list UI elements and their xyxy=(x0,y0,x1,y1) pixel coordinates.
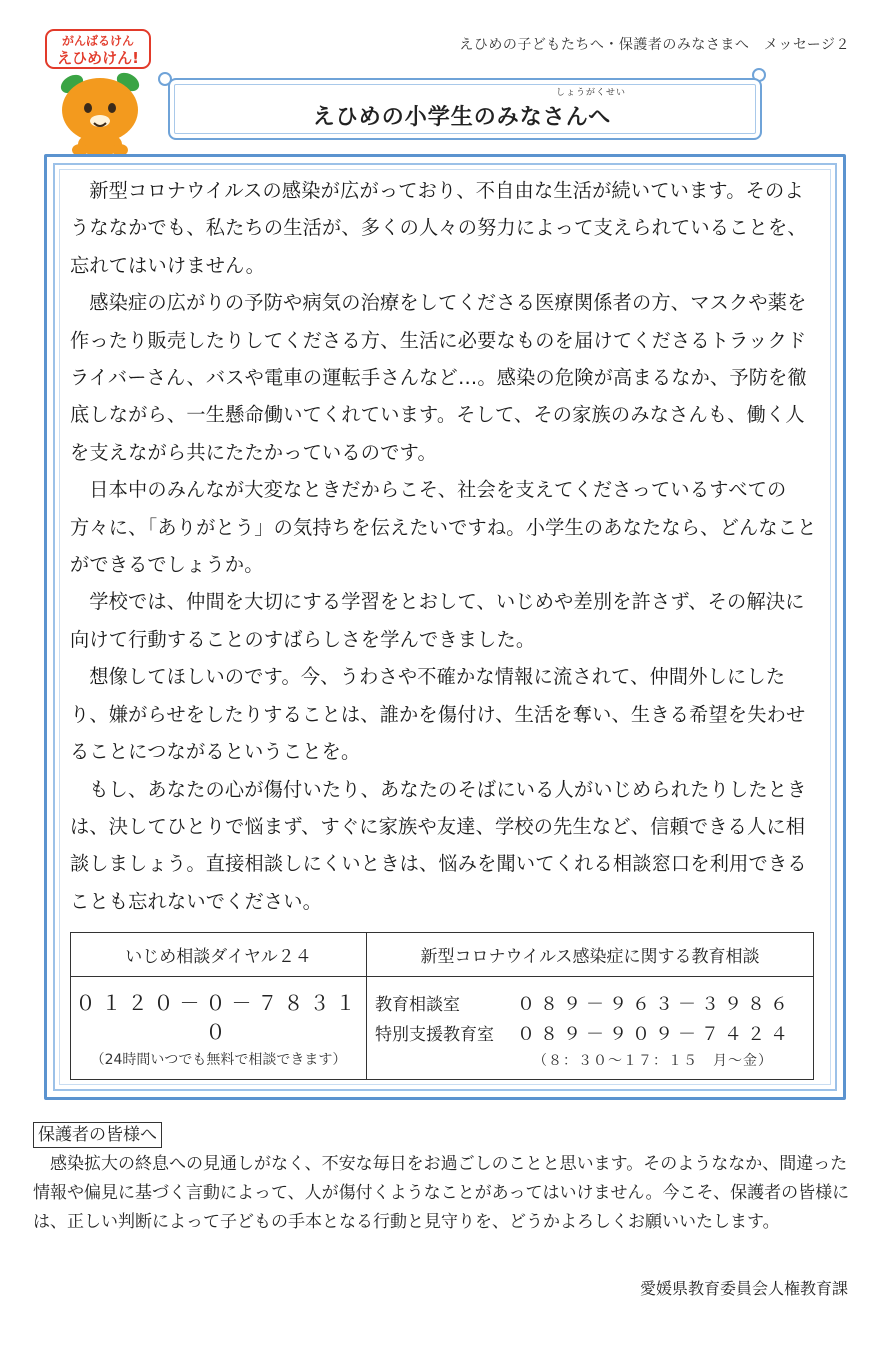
office-hours: （８：３０～１７：１５ 月～金） xyxy=(533,1053,773,1069)
message-paragraph: 感染症の広がりの予防や病気の治療をしてくださる医療関係者の方、マスクや薬を作ったり販売したりしてくださる方、生活に必要なものを届けてくださるトラックドライバーさん、バスや電車の運転手さんなど…。感染の危険が高まるなか、予防を徹底しながら、一生懸命働いてくれています。そして、その家族のみなさんも、働く人を支えながら共にたたかっているのです。 xyxy=(70,291,807,464)
contact-table xyxy=(70,932,814,1080)
ijime-dial-number[interactable]: ０１２０－０－７８３１０ xyxy=(75,991,362,1044)
message-paragraph: 想像してほしいのです。今、うわさや不確かな情報に流されて、仲間外しにしたり、嫌がらせをしたりすることは、誰かを傷付け、生活を奪い、生きる希望を失わせることにつながるということを。 xyxy=(70,665,806,764)
corona-consult-header: 新型コロナウイルス感染症に関する教育相談 xyxy=(367,933,814,977)
ijime-dial-note: （24時間いつでも無料で相談できます） xyxy=(90,1052,347,1068)
message-paragraph: 日本中のみんなが大変なときだからこそ、社会を支えてくださっているすべての方々に、「ありがとう」の気持ちを伝えたいですね。小学生のあなたなら、どんなことができるでしょうか。 xyxy=(70,478,817,577)
office-tel[interactable]: ０８９－９６３－３９８６ xyxy=(517,994,793,1015)
message-paragraph: もし、あなたの心が傷付いたり、あなたのそばにいる人がいじめられたりしたときは、決してひとりで悩まず、すぐに家族や友達、学校の先生など、信頼できる人に相談しましょう。直接相談しにくいときは、悩みを聞いてくれる相談窓口を利用できることも忘れないでください。 xyxy=(70,777,807,913)
ijime-dial-header: いじめ相談ダイヤル２４ xyxy=(71,933,367,977)
office-tel[interactable]: ０８９－９０９－７４２４ xyxy=(517,1024,793,1045)
title-ruby: しょうがくせい xyxy=(556,88,627,98)
logo-line1: がんばるけん xyxy=(61,34,135,48)
issuer-signature: 愛媛県教育委員会人権教育課 xyxy=(639,1279,848,1298)
message-body xyxy=(70,172,818,920)
title-banner xyxy=(158,72,766,142)
office-row xyxy=(375,1020,813,1046)
mascot-logo-icon xyxy=(44,26,156,158)
logo-line2: えひめけん! xyxy=(57,49,139,67)
office-contacts-cell xyxy=(367,977,814,1080)
guardian-heading: 保護者の皆様へ xyxy=(33,1122,162,1148)
office-row xyxy=(375,990,813,1016)
message-paragraph: 新型コロナウイルスの感染が広がっており、不自由な生活が続いています。そのようななかでも、私たちの生活が、多くの人々の努力によって支えられていることを、忘れてはいけません。 xyxy=(70,179,807,277)
office-name: 教育相談室 xyxy=(375,995,460,1015)
guardian-message: 感染拡大の終息への見通しがなく、不安な毎日をお過ごしのことと思います。そのようななか、間違った情報や偏見に基づく言動によって、人が傷付くようなことがあってはいけません。今こそ、保護者の皆様には、正しい判断によって子どもの手本となる行動と見守りを、どうかよろしくお願いいたします。 xyxy=(33,1154,850,1232)
office-name: 特別支援教育室 xyxy=(375,1025,494,1045)
ijime-dial-cell xyxy=(71,977,367,1080)
series-line: えひめの子どもたちへ・保護者のみなさまへ メッセージ２ xyxy=(459,37,850,53)
page-title: えひめの小学生のみなさんへ xyxy=(312,105,612,130)
message-paragraph: 学校では、仲間を大切にする学習をとおして、いじめや差別を許さず、その解決に向けて行動することのすばらしさを学んできました。 xyxy=(70,590,805,651)
